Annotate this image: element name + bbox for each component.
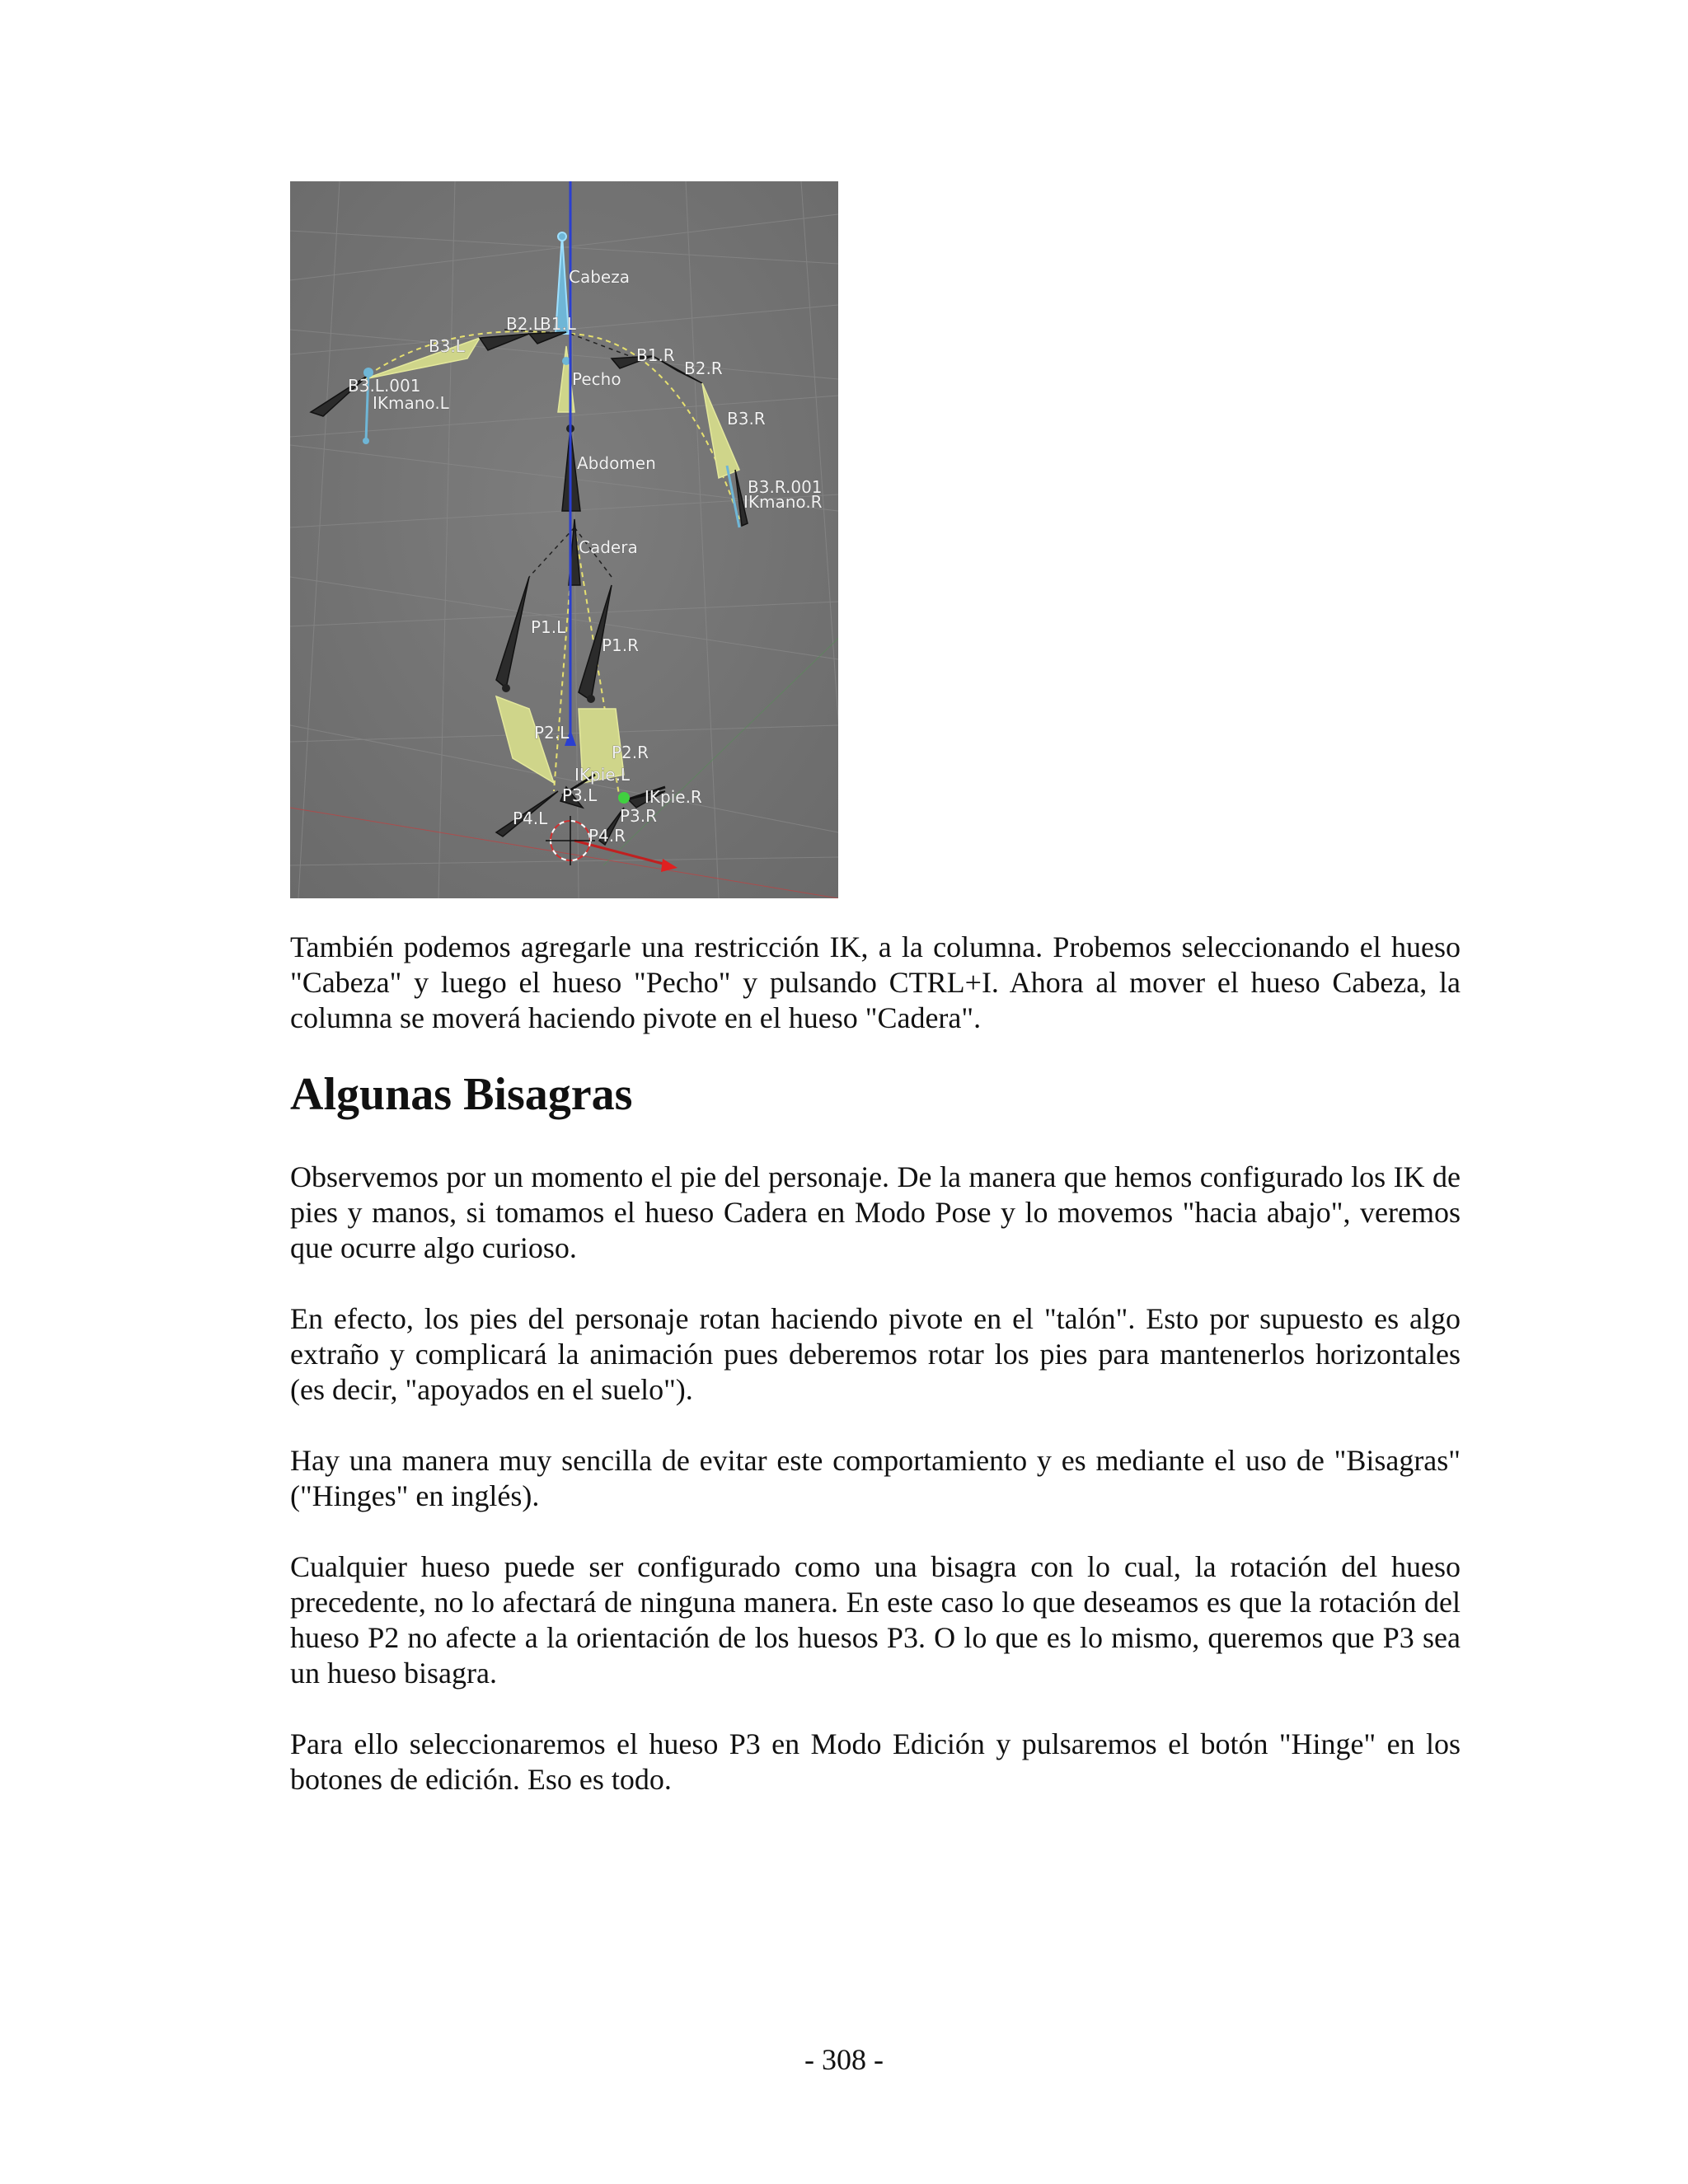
label-abdomen: Abdomen: [577, 453, 656, 473]
armature-viewport: [290, 181, 838, 898]
label-b1r: B1.R: [636, 345, 675, 365]
page-number: - 308 -: [804, 2043, 884, 2076]
paragraph-hinge: Para ello seleccionaremos el hueso P3 en Modo Edición y pulsaremos el botón "Hinge" en los botones de edición. Eso es todo.: [290, 1727, 1461, 1796]
label-b2l: B2.L: [506, 314, 542, 334]
label-ikmanol: IKmano.L: [373, 393, 449, 413]
main-text: [290, 930, 1461, 1797]
label-ikpier: IKpie.R: [645, 787, 702, 807]
label-b2r: B2.R: [684, 359, 723, 378]
label-p1l: P1.L: [531, 617, 566, 637]
label-ikpiel: IKpie.L: [574, 765, 631, 785]
paragraph-ik-columna: También podemos agregarle una restricción IK, a la columna. Probemos seleccionando el hueso "Cabeza" y luego el hueso "Pecho" y pulsando CTRL+I. Ahora al mover el hueso Cabeza, la columna se moverá haciendo pivote en el hueso "Cadera".: [290, 930, 1461, 1034]
label-cadera: Cadera: [579, 537, 638, 557]
armature-screenshot: [290, 181, 838, 898]
ik-target-dot: [618, 792, 630, 804]
paragraph-pie: Observemos por un momento el pie del personaje. De la manera que hemos configurado los IK de pies y manos, si tomamos el hueso Cadera en Modo Pose y lo movemos "hacia abajo", veremos que ocurre algo curioso.: [290, 1160, 1461, 1264]
label-p3r: P3.R: [620, 806, 658, 826]
label-b3l: B3.L: [429, 336, 465, 356]
paragraph-bisagras: Hay una manera muy sencilla de evitar este comportamiento y es mediante el uso de "Bisagras" ("Hinges" en inglés).: [290, 1444, 1461, 1512]
label-cabeza: Cabeza: [569, 267, 630, 287]
label-p2l: P2.L: [534, 723, 570, 743]
label-p1r: P1.R: [602, 635, 640, 655]
label-b3l001: B3.L.001: [348, 376, 421, 396]
label-p4l: P4.L: [513, 808, 548, 828]
label-p4r: P4.R: [588, 826, 626, 846]
paragraph-efecto: En efecto, los pies del personaje rotan haciendo pivote en el "talón". Esto por supuesto es algo extraño y complicará la animación pues deberemos rotar los pies para mantenerlos horizontales (es decir, "apoyados en el suelo").: [290, 1302, 1461, 1406]
section-heading: Algunas Bisagras: [290, 1069, 633, 1120]
label-p2r: P2.R: [612, 743, 649, 762]
label-b1l: B1.L: [540, 314, 576, 334]
label-p3l: P3.L: [562, 785, 598, 805]
paragraph-hueso-bisagra: Cualquier hueso puede ser configurado como una bisagra con lo cual, la rotación del hueso precedente, no lo afectará de ninguna manera. En este caso lo que deseamos es que la rotación del hueso P2 no afecte a la orientación de los huesos P3. O lo que es lo mismo, queremos que P3 sea un hueso bisagra.: [290, 1550, 1461, 1690]
label-b3r: B3.R: [727, 409, 766, 429]
label-pecho: Pecho: [572, 369, 621, 389]
label-ikmanor: IKmano.R: [743, 492, 823, 512]
label-b3r001: B3.R.001: [748, 477, 823, 497]
